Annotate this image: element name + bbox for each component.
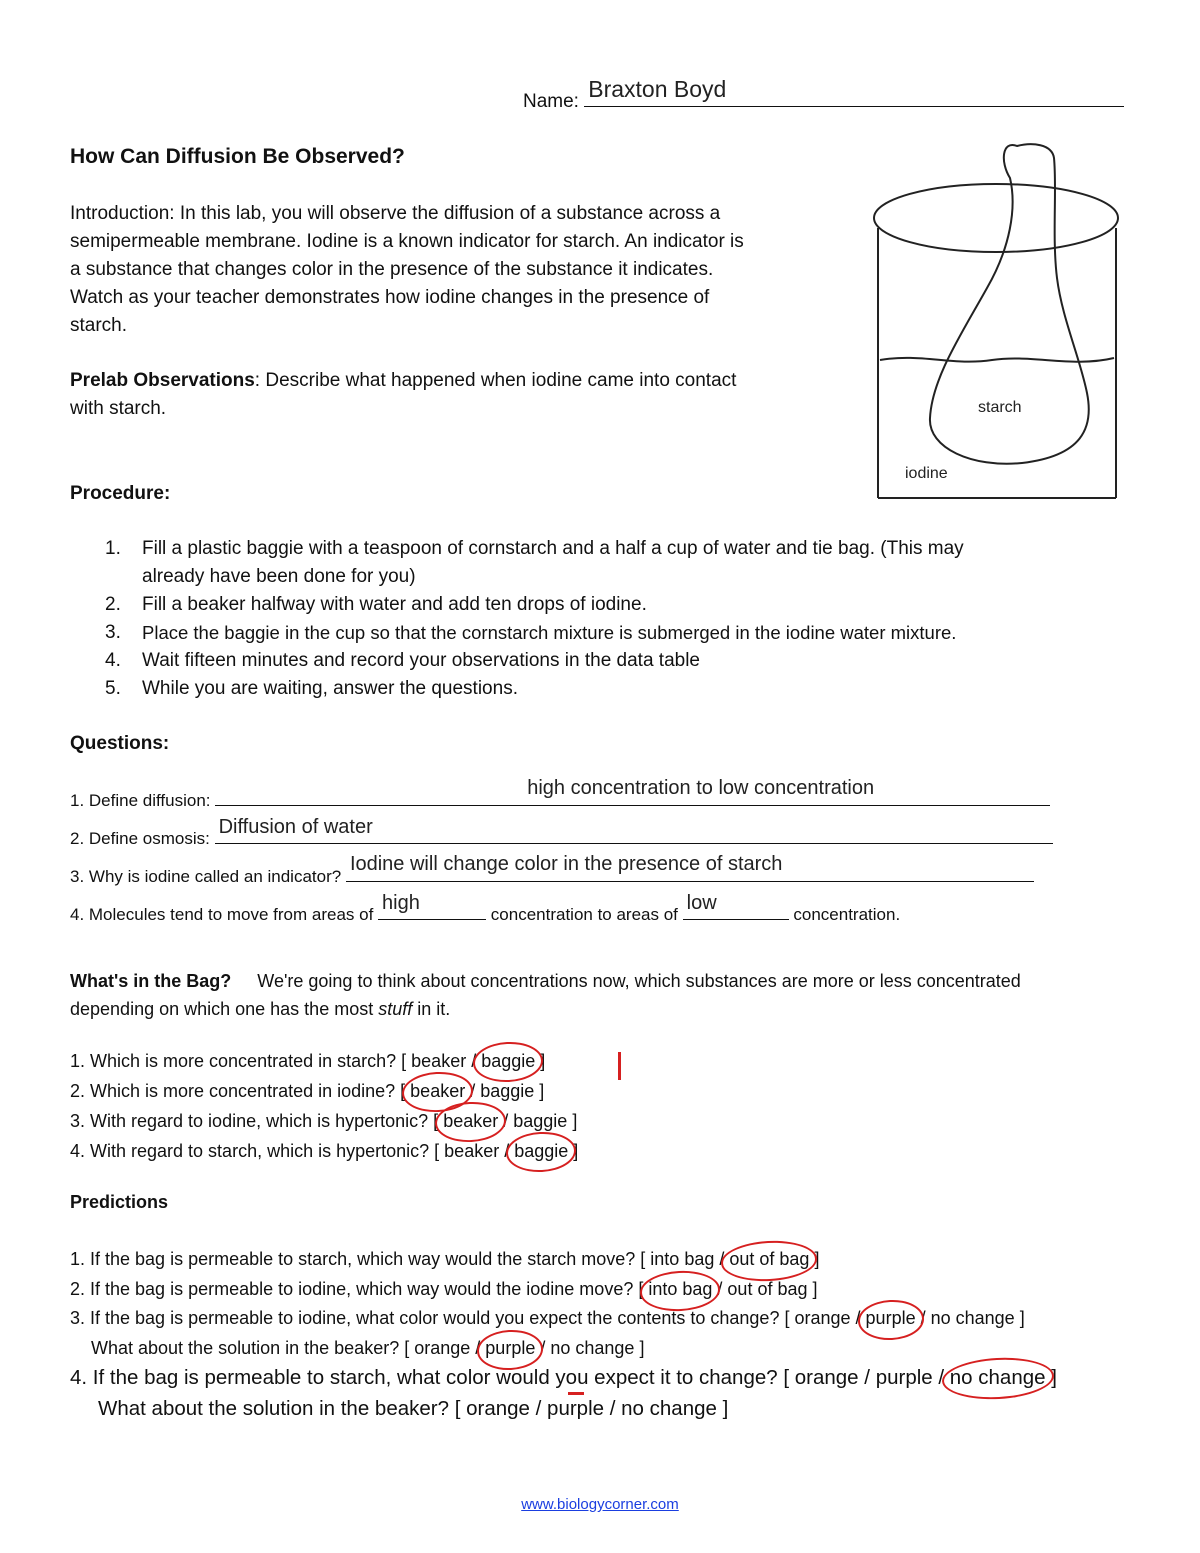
- option-purple[interactable]: purple: [875, 1366, 933, 1389]
- name-label: Name:: [523, 91, 579, 112]
- procedure-list: [105, 535, 1125, 703]
- option-beaker-circled[interactable]: beaker: [443, 1106, 498, 1136]
- intro-line: semipermeable membrane. Iodine is a known indicator for starch. An indicator is: [70, 231, 744, 252]
- intro-line: Watch as your teacher demonstrates how iodine changes in the presence of: [70, 287, 710, 308]
- low-answer: low: [686, 892, 717, 914]
- procedure-heading: Procedure:: [70, 483, 171, 504]
- option-orange[interactable]: orange: [794, 1308, 851, 1328]
- page-title: How Can Diffusion Be Observed?: [70, 145, 405, 168]
- predictions-list: [70, 1245, 1025, 1363]
- option-no-change[interactable]: no change: [621, 1397, 717, 1420]
- diffusion-answer: high concentration to low concentration: [527, 777, 875, 799]
- prediction-3: 3. If the bag is permeable to iodine, what color would you expect the contents to change? [ orange / purple / no change ]: [70, 1304, 1025, 1334]
- intro-line: a substance that changes color in the presence of the substance it indicates.: [70, 259, 714, 280]
- osmosis-answer-field[interactable]: [215, 816, 1053, 844]
- prediction-4b: What about the solution in the beaker? [ orange / purple / no change ]: [98, 1397, 729, 1420]
- iodine-label: iodine: [905, 465, 948, 482]
- starch-label: starch: [978, 399, 1022, 416]
- option-baggie[interactable]: baggie: [513, 1111, 568, 1131]
- bag-questions: [70, 1046, 578, 1166]
- question-2: 2. Define osmosis: Diffusion of water: [70, 825, 1053, 849]
- osmosis-answer: Diffusion of water: [218, 816, 373, 838]
- prelab-observations: [70, 367, 736, 423]
- procedure-step: 2. Fill a beaker halfway with water and add ten drops of iodine.: [105, 594, 647, 615]
- prediction-3b: What about the solution in the beaker? [ orange / purple / no change ]: [70, 1334, 1025, 1364]
- predictions-list-2: [70, 1362, 1057, 1424]
- procedure-step: 3. Place the baggie in the cup so that the cornstarch mixture is submerged in the iodine water mixture.: [105, 622, 957, 643]
- option-baggie-circled[interactable]: baggie: [481, 1046, 535, 1076]
- option-out-of-bag[interactable]: out of bag: [727, 1278, 808, 1299]
- name-field[interactable]: [584, 76, 1124, 107]
- question-4: 4. Molecules tend to move from areas of high concentration to areas of low concentration.: [70, 892, 901, 924]
- beaker-diagram: [862, 138, 1132, 508]
- option-no-change[interactable]: no change: [930, 1308, 1015, 1328]
- bag-heading: What's in the Bag?: [70, 971, 232, 991]
- question-1: 1. Define diffusion: high concentration to low concentration: [70, 787, 1050, 811]
- red-pen-mark-2: [568, 1392, 584, 1395]
- procedure-step: 4. Wait fifteen minutes and record your observations in the data table: [105, 650, 700, 671]
- bag-question: 4. With regard to starch, which is hypertonic? [ beaker / baggie ]: [70, 1136, 578, 1166]
- beaker-rim: [874, 184, 1118, 252]
- option-beaker[interactable]: beaker: [444, 1141, 500, 1161]
- prelab-text: : Describe what happened when iodine came into contact: [254, 370, 737, 391]
- option-orange[interactable]: orange: [466, 1397, 530, 1420]
- high-answer-field[interactable]: [378, 892, 486, 920]
- option-purple-circled[interactable]: purple: [485, 1334, 535, 1364]
- prediction-2: 2. If the bag is permeable to iodine, which way would the iodine move? [ into bag / out of bag ]: [70, 1275, 1025, 1305]
- option-out-of-bag-circled[interactable]: out of bag: [729, 1245, 809, 1275]
- name-line: [523, 76, 1124, 113]
- footer-link[interactable]: www.biologycorner.com: [521, 1496, 679, 1513]
- prelab-label: Prelab Observations: [70, 370, 255, 391]
- option-purple[interactable]: purple: [547, 1397, 605, 1420]
- option-into-bag-circled[interactable]: into bag: [648, 1275, 712, 1305]
- option-into-bag[interactable]: into bag: [650, 1249, 715, 1269]
- option-orange[interactable]: orange: [794, 1366, 859, 1389]
- name-value: Braxton Boyd: [588, 76, 727, 102]
- option-orange[interactable]: orange: [414, 1337, 471, 1358]
- predictions-heading: Predictions: [70, 1192, 169, 1212]
- option-beaker-circled[interactable]: beaker: [410, 1076, 465, 1106]
- indicator-answer: Iodine will change color in the presence of starch: [349, 853, 783, 875]
- procedure-step: 1. Fill a plastic baggie with a teaspoon of cornstarch and a half a cup of water and tie bag. (This may already have been done for you): [105, 538, 964, 587]
- option-baggie-circled[interactable]: baggie: [514, 1136, 568, 1166]
- bag-intro: What's in the Bag? We're going to think about concentrations now, which substances are more or less concentrated depending on which one has the most stuff in it.: [70, 971, 1021, 1019]
- footer: [0, 1493, 1200, 1515]
- option-baggie[interactable]: baggie: [480, 1081, 535, 1101]
- option-beaker[interactable]: beaker: [411, 1051, 467, 1071]
- low-answer-field[interactable]: [683, 892, 789, 920]
- option-purple-circled[interactable]: purple: [866, 1304, 916, 1334]
- prediction-1: 1. If the bag is permeable to starch, which way would the starch move? [ into bag / out of bag ]: [70, 1245, 1025, 1275]
- procedure-step: 5. While you are waiting, answer the questions.: [105, 678, 518, 699]
- bag-question: 2. Which is more concentrated in iodine? [ beaker / baggie ]: [70, 1076, 578, 1106]
- prediction-4: 4. If the bag is permeable to starch, what color would you expect it to change? [ orange / purple / no change ]: [70, 1362, 1057, 1393]
- prelab-text-2: with starch.: [70, 398, 167, 419]
- high-answer: high: [382, 892, 420, 914]
- bag-question: 3. With regard to iodine, which is hypertonic? [ beaker / baggie ]: [70, 1106, 578, 1136]
- option-no-change[interactable]: no change: [550, 1337, 635, 1358]
- intro-line: Introduction: In this lab, you will observe the diffusion of a substance across a: [70, 203, 721, 224]
- questions-heading: Questions:: [70, 733, 170, 754]
- option-no-change-circled[interactable]: no change: [950, 1362, 1046, 1393]
- red-pen-mark: [618, 1052, 621, 1080]
- intro-paragraph: [70, 200, 744, 340]
- question-3: 3. Why is iodine called an indicator? Iodine will change color in the presence of starch: [70, 863, 1034, 887]
- intro-line: starch.: [70, 315, 128, 336]
- bag-question: 1. Which is more concentrated in starch? [ beaker / baggie ]: [70, 1046, 578, 1076]
